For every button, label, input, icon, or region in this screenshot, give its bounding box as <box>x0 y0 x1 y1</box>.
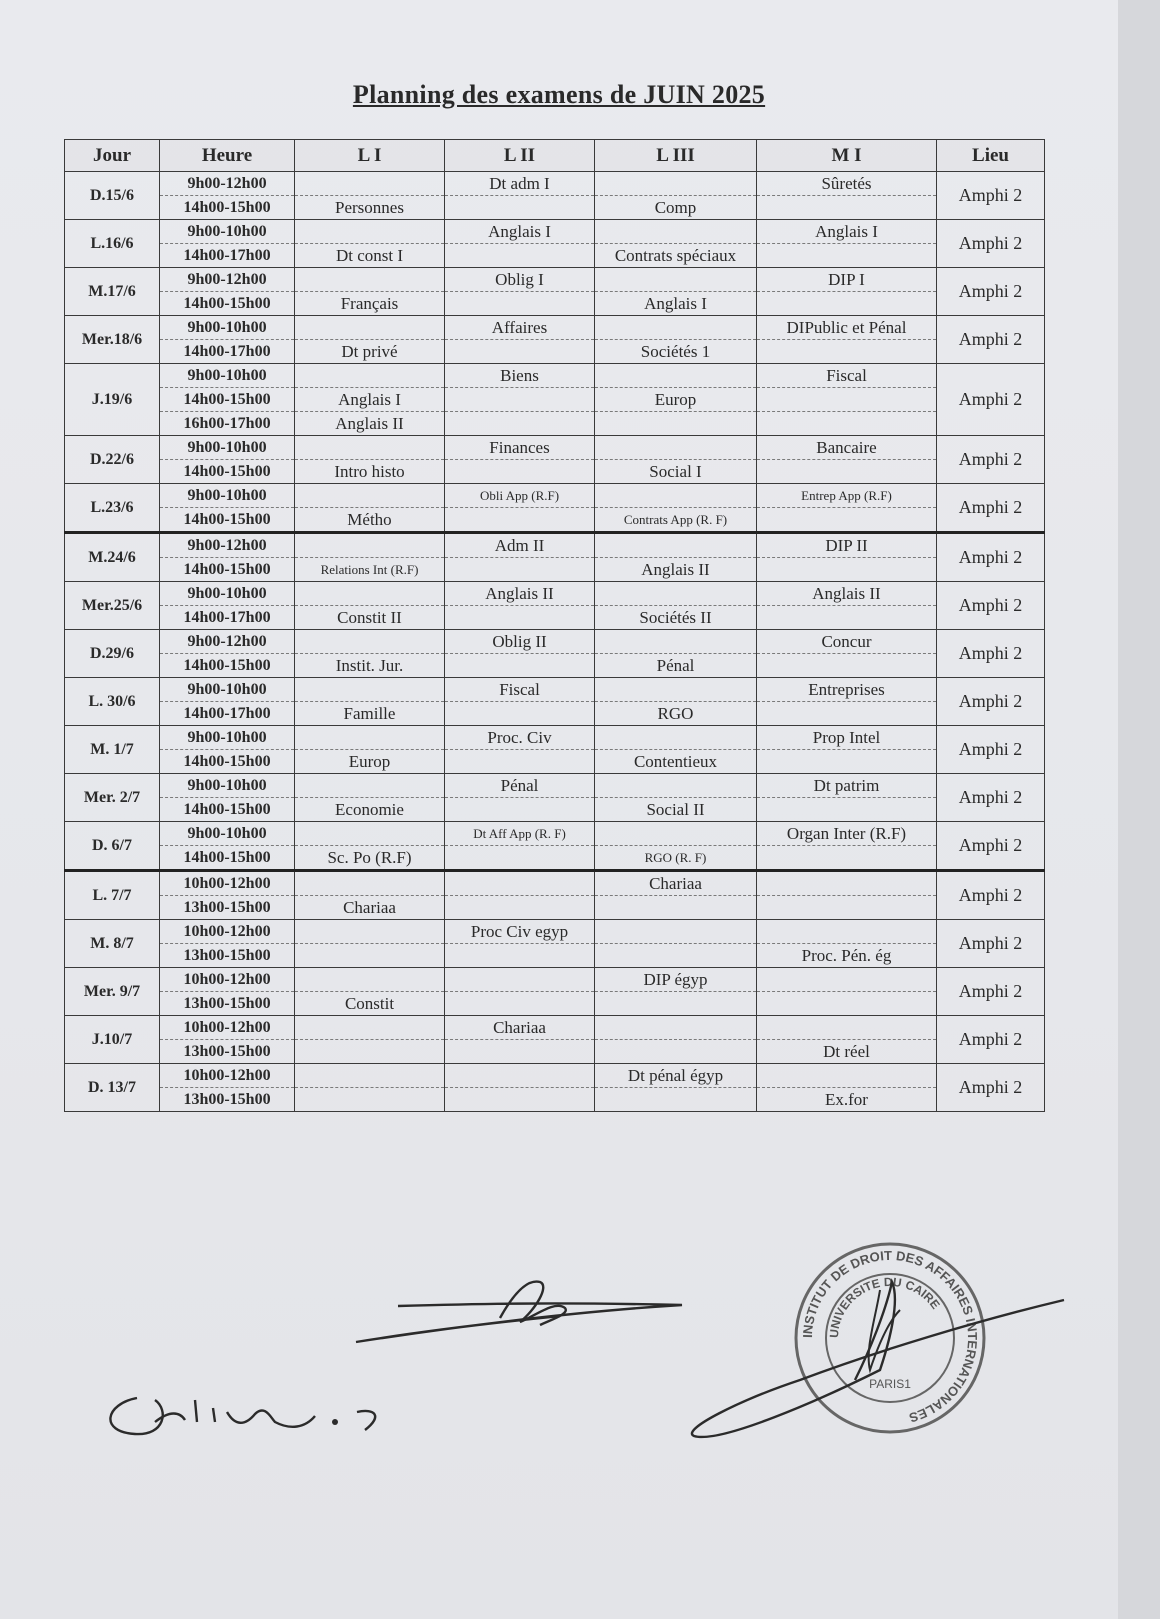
cell-l2 <box>445 196 595 220</box>
cell-l3 <box>595 896 757 920</box>
cell-m1: Fiscal <box>757 364 937 388</box>
cell-l3 <box>595 822 757 846</box>
cell-l1 <box>295 1040 445 1064</box>
table-row <box>65 750 1045 774</box>
header-jour: Jour <box>65 140 160 172</box>
cell-heure: 14h00-17h00 <box>160 702 295 726</box>
cell-lieu: Amphi 2 <box>937 364 1045 436</box>
cell-l3 <box>595 992 757 1016</box>
cell-heure: 10h00-12h00 <box>160 920 295 944</box>
cell-l2 <box>445 1064 595 1088</box>
table-row <box>65 558 1045 582</box>
schedule-body <box>65 172 1045 1112</box>
cell-l1: Français <box>295 292 445 316</box>
cell-l1 <box>295 774 445 798</box>
table-row <box>65 316 1045 340</box>
cell-m1 <box>757 846 937 871</box>
cell-heure: 9h00-10h00 <box>160 220 295 244</box>
cell-l2 <box>445 871 595 896</box>
header-l3: L III <box>595 140 757 172</box>
table-row <box>65 992 1045 1016</box>
cell-l2: Anglais I <box>445 220 595 244</box>
cell-l2 <box>445 846 595 871</box>
stamp-outer-text: INSTITUT DE DROIT DES AFFAIRES INTERNATIONALES <box>799 1247 981 1426</box>
cell-m1: Anglais II <box>757 582 937 606</box>
cell-heure: 10h00-12h00 <box>160 871 295 896</box>
cell-l1: Dt privé <box>295 340 445 364</box>
cell-heure: 9h00-10h00 <box>160 726 295 750</box>
cell-l3: Pénal <box>595 654 757 678</box>
table-row <box>65 846 1045 871</box>
cell-l2: Obli App (R.F) <box>445 484 595 508</box>
cell-jour: L. 7/7 <box>65 871 160 920</box>
cell-m1 <box>757 750 937 774</box>
cell-m1 <box>757 798 937 822</box>
table-row <box>65 822 1045 846</box>
cell-heure: 9h00-12h00 <box>160 268 295 292</box>
cell-heure: 9h00-12h00 <box>160 533 295 558</box>
cell-lieu: Amphi 2 <box>937 968 1045 1016</box>
cell-l1 <box>295 920 445 944</box>
table-row <box>65 920 1045 944</box>
cell-heure: 14h00-15h00 <box>160 558 295 582</box>
cell-l3 <box>595 1016 757 1040</box>
cell-l2: Pénal <box>445 774 595 798</box>
cell-l1 <box>295 871 445 896</box>
cell-heure: 9h00-10h00 <box>160 774 295 798</box>
cell-m1: Proc. Pén. ég <box>757 944 937 968</box>
cell-l1 <box>295 582 445 606</box>
cell-jour: D. 13/7 <box>65 1064 160 1112</box>
cell-jour: M.17/6 <box>65 268 160 316</box>
cell-l2 <box>445 944 595 968</box>
cell-heure: 9h00-10h00 <box>160 678 295 702</box>
cell-m1: Sûretés <box>757 172 937 196</box>
cell-m1 <box>757 654 937 678</box>
cell-l1 <box>295 944 445 968</box>
cell-l3 <box>595 220 757 244</box>
cell-m1 <box>757 196 937 220</box>
cell-m1 <box>757 606 937 630</box>
cell-m1: DIPublic et Pénal <box>757 316 937 340</box>
cell-l3: Anglais I <box>595 292 757 316</box>
cell-heure: 14h00-15h00 <box>160 508 295 533</box>
cell-m1 <box>757 508 937 533</box>
cell-l3 <box>595 484 757 508</box>
signature-handwritten <box>95 1370 405 1450</box>
cell-heure: 14h00-15h00 <box>160 798 295 822</box>
cell-jour: Mer.18/6 <box>65 316 160 364</box>
cell-l1: Anglais I <box>295 388 445 412</box>
cell-l1: Instit. Jur. <box>295 654 445 678</box>
cell-heure: 10h00-12h00 <box>160 968 295 992</box>
header-heure: Heure <box>160 140 295 172</box>
cell-m1 <box>757 340 937 364</box>
header-m1: M I <box>757 140 937 172</box>
cell-jour: Mer. 9/7 <box>65 968 160 1016</box>
exam-schedule-table <box>64 139 1045 1112</box>
header-l1: L I <box>295 140 445 172</box>
cell-l1 <box>295 678 445 702</box>
cell-m1: DIP I <box>757 268 937 292</box>
table-row <box>65 220 1045 244</box>
table-row <box>65 606 1045 630</box>
cell-heure: 9h00-10h00 <box>160 436 295 460</box>
table-row <box>65 896 1045 920</box>
cell-heure: 14h00-17h00 <box>160 340 295 364</box>
cell-m1: Entrep App (R.F) <box>757 484 937 508</box>
cell-m1: DIP II <box>757 533 937 558</box>
cell-m1 <box>757 558 937 582</box>
cell-l2 <box>445 992 595 1016</box>
cell-heure: 9h00-10h00 <box>160 822 295 846</box>
cell-l2 <box>445 606 595 630</box>
cell-l1: Sc. Po (R.F) <box>295 846 445 871</box>
cell-l3 <box>595 630 757 654</box>
cell-lieu: Amphi 2 <box>937 822 1045 871</box>
cell-l3 <box>595 268 757 292</box>
cell-m1 <box>757 871 937 896</box>
cell-heure: 14h00-15h00 <box>160 388 295 412</box>
cell-l2 <box>445 460 595 484</box>
cell-heure: 10h00-12h00 <box>160 1064 295 1088</box>
cell-heure: 9h00-10h00 <box>160 582 295 606</box>
cell-l2 <box>445 1040 595 1064</box>
cell-lieu: Amphi 2 <box>937 220 1045 268</box>
cell-m1: Anglais I <box>757 220 937 244</box>
cell-l2 <box>445 558 595 582</box>
document-title: Planning des examens de JUIN 2025 <box>352 80 766 109</box>
cell-l1 <box>295 484 445 508</box>
cell-lieu: Amphi 2 <box>937 582 1045 630</box>
table-row <box>65 1040 1045 1064</box>
cell-l2: Affaires <box>445 316 595 340</box>
cell-m1 <box>757 920 937 944</box>
cell-m1 <box>757 412 937 436</box>
cell-lieu: Amphi 2 <box>937 920 1045 968</box>
cell-l1: Intro histo <box>295 460 445 484</box>
cell-jour: D.15/6 <box>65 172 160 220</box>
cell-l1 <box>295 172 445 196</box>
cell-l1 <box>295 1088 445 1112</box>
cell-l2 <box>445 798 595 822</box>
table-row <box>65 726 1045 750</box>
cell-l2: Dt Aff App (R. F) <box>445 822 595 846</box>
table-row <box>65 460 1045 484</box>
cell-l3: Contrats spéciaux <box>595 244 757 268</box>
cell-l2: Chariaa <box>445 1016 595 1040</box>
cell-jour: D. 6/7 <box>65 822 160 871</box>
table-row <box>65 702 1045 726</box>
cell-m1: Dt réel <box>757 1040 937 1064</box>
cell-jour: L. 30/6 <box>65 678 160 726</box>
cell-l2 <box>445 340 595 364</box>
cell-jour: J.10/7 <box>65 1016 160 1064</box>
cell-l2 <box>445 388 595 412</box>
table-row <box>65 944 1045 968</box>
cell-l1 <box>295 316 445 340</box>
table-row <box>65 630 1045 654</box>
cell-m1 <box>757 968 937 992</box>
cell-m1: Organ Inter (R.F) <box>757 822 937 846</box>
stamp-inner-text: UNIVERSITE DU CAIRE <box>826 1274 943 1339</box>
cell-jour: Mer. 2/7 <box>65 774 160 822</box>
cell-l3: DIP égyp <box>595 968 757 992</box>
cell-lieu: Amphi 2 <box>937 436 1045 484</box>
cell-m1 <box>757 244 937 268</box>
cell-heure: 9h00-10h00 <box>160 484 295 508</box>
table-row <box>65 1088 1045 1112</box>
cell-heure: 13h00-15h00 <box>160 896 295 920</box>
cell-l1: Métho <box>295 508 445 533</box>
cell-l2: Dt adm I <box>445 172 595 196</box>
cell-l3 <box>595 920 757 944</box>
cell-l1 <box>295 268 445 292</box>
table-row <box>65 340 1045 364</box>
table-row <box>65 436 1045 460</box>
cell-l1 <box>295 1064 445 1088</box>
cell-lieu: Amphi 2 <box>937 630 1045 678</box>
cell-l3 <box>595 1088 757 1112</box>
cell-heure: 14h00-15h00 <box>160 846 295 871</box>
cell-l2 <box>445 292 595 316</box>
cell-l1 <box>295 1016 445 1040</box>
cell-l1: Constit II <box>295 606 445 630</box>
cell-m1: Ex.for <box>757 1088 937 1112</box>
table-row <box>65 582 1045 606</box>
signature-director <box>350 1270 690 1350</box>
cell-heure: 13h00-15h00 <box>160 1040 295 1064</box>
cell-l1 <box>295 220 445 244</box>
cell-lieu: Amphi 2 <box>937 316 1045 364</box>
cell-l3: Dt pénal égyp <box>595 1064 757 1088</box>
cell-l3: RGO (R. F) <box>595 846 757 871</box>
cell-jour: M. 1/7 <box>65 726 160 774</box>
cell-heure: 9h00-10h00 <box>160 316 295 340</box>
table-row <box>65 654 1045 678</box>
cell-m1: Dt patrim <box>757 774 937 798</box>
table-row <box>65 244 1045 268</box>
cell-lieu: Amphi 2 <box>937 484 1045 533</box>
table-row <box>65 798 1045 822</box>
cell-l1 <box>295 436 445 460</box>
cell-heure: 14h00-15h00 <box>160 460 295 484</box>
header-lieu: Lieu <box>937 140 1045 172</box>
cell-lieu: Amphi 2 <box>937 268 1045 316</box>
cell-m1 <box>757 1016 937 1040</box>
cell-heure: 14h00-15h00 <box>160 196 295 220</box>
table-row <box>65 484 1045 508</box>
table-row <box>65 292 1045 316</box>
cell-heure: 14h00-17h00 <box>160 606 295 630</box>
cell-l2: Proc. Civ <box>445 726 595 750</box>
cell-jour: L.16/6 <box>65 220 160 268</box>
cell-l2 <box>445 654 595 678</box>
cell-l1: Personnes <box>295 196 445 220</box>
signature-stamp-overlay <box>680 1260 1080 1450</box>
cell-l1: Relations Int (R.F) <box>295 558 445 582</box>
table-row <box>65 1064 1045 1088</box>
cell-heure: 9h00-12h00 <box>160 172 295 196</box>
cell-lieu: Amphi 2 <box>937 533 1045 582</box>
cell-lieu: Amphi 2 <box>937 774 1045 822</box>
table-row <box>65 172 1045 196</box>
cell-heure: 13h00-15h00 <box>160 1088 295 1112</box>
table-row <box>65 774 1045 798</box>
cell-l3 <box>595 1040 757 1064</box>
cell-l3: Sociétés II <box>595 606 757 630</box>
cell-l3 <box>595 172 757 196</box>
table-row <box>65 533 1045 558</box>
cell-m1 <box>757 992 937 1016</box>
cell-heure: 14h00-17h00 <box>160 244 295 268</box>
cell-l3 <box>595 316 757 340</box>
cell-l1 <box>295 533 445 558</box>
cell-heure: 9h00-10h00 <box>160 364 295 388</box>
cell-lieu: Amphi 2 <box>937 1016 1045 1064</box>
cell-l3 <box>595 726 757 750</box>
cell-l3 <box>595 678 757 702</box>
cell-l2: Oblig II <box>445 630 595 654</box>
cell-jour: Mer.25/6 <box>65 582 160 630</box>
cell-l1: Dt const I <box>295 244 445 268</box>
cell-l1 <box>295 822 445 846</box>
cell-l2: Fiscal <box>445 678 595 702</box>
cell-l3: Comp <box>595 196 757 220</box>
cell-l3 <box>595 774 757 798</box>
cell-l2 <box>445 702 595 726</box>
cell-l1 <box>295 726 445 750</box>
cell-heure: 16h00-17h00 <box>160 412 295 436</box>
cell-heure: 14h00-15h00 <box>160 750 295 774</box>
cell-m1: Concur <box>757 630 937 654</box>
cell-l3: Europ <box>595 388 757 412</box>
cell-m1 <box>757 896 937 920</box>
cell-jour: M. 8/7 <box>65 920 160 968</box>
cell-l3 <box>595 582 757 606</box>
cell-m1: Prop Intel <box>757 726 937 750</box>
table-row <box>65 196 1045 220</box>
cell-l3 <box>595 412 757 436</box>
table-row <box>65 364 1045 388</box>
cell-heure: 14h00-15h00 <box>160 292 295 316</box>
cell-l1: Chariaa <box>295 896 445 920</box>
cell-m1 <box>757 388 937 412</box>
cell-l3: Social I <box>595 460 757 484</box>
table-row <box>65 871 1045 896</box>
table-header-row <box>65 140 1045 172</box>
cell-lieu: Amphi 2 <box>937 172 1045 220</box>
cell-l3: Anglais II <box>595 558 757 582</box>
cell-m1: Entreprises <box>757 678 937 702</box>
table-row <box>65 412 1045 436</box>
cell-m1 <box>757 460 937 484</box>
cell-jour: D.29/6 <box>65 630 160 678</box>
page-edge <box>1118 0 1160 1619</box>
cell-jour: L.23/6 <box>65 484 160 533</box>
cell-l2 <box>445 750 595 774</box>
cell-l3 <box>595 533 757 558</box>
cell-l1 <box>295 630 445 654</box>
cell-l3: Social II <box>595 798 757 822</box>
table-row <box>65 388 1045 412</box>
cell-lieu: Amphi 2 <box>937 1064 1045 1112</box>
cell-l3: Contrats App (R. F) <box>595 508 757 533</box>
cell-l2 <box>445 896 595 920</box>
cell-m1 <box>757 292 937 316</box>
cell-jour: M.24/6 <box>65 533 160 582</box>
table-row <box>65 268 1045 292</box>
cell-l1 <box>295 968 445 992</box>
cell-jour: D.22/6 <box>65 436 160 484</box>
cell-l2 <box>445 412 595 436</box>
cell-l2: Anglais II <box>445 582 595 606</box>
cell-l3 <box>595 364 757 388</box>
cell-l1: Famille <box>295 702 445 726</box>
table-row <box>65 678 1045 702</box>
cell-jour: J.19/6 <box>65 364 160 436</box>
cell-l1 <box>295 364 445 388</box>
cell-l2: Oblig I <box>445 268 595 292</box>
cell-l2 <box>445 508 595 533</box>
cell-l2 <box>445 1088 595 1112</box>
cell-l1: Anglais II <box>295 412 445 436</box>
cell-l3: RGO <box>595 702 757 726</box>
cell-l2: Finances <box>445 436 595 460</box>
cell-l3: Chariaa <box>595 871 757 896</box>
cell-l1: Europ <box>295 750 445 774</box>
cell-m1 <box>757 1064 937 1088</box>
cell-l2: Proc Civ egyp <box>445 920 595 944</box>
header-l2: L II <box>445 140 595 172</box>
cell-lieu: Amphi 2 <box>937 871 1045 920</box>
cell-lieu: Amphi 2 <box>937 726 1045 774</box>
cell-l1: Economie <box>295 798 445 822</box>
cell-l3 <box>595 436 757 460</box>
cell-m1 <box>757 702 937 726</box>
stamp-center-text: PARIS1 <box>869 1377 911 1391</box>
cell-l2: Biens <box>445 364 595 388</box>
cell-lieu: Amphi 2 <box>937 678 1045 726</box>
cell-heure: 13h00-15h00 <box>160 944 295 968</box>
cell-l2 <box>445 968 595 992</box>
cell-l3 <box>595 944 757 968</box>
cell-l3: Contentieux <box>595 750 757 774</box>
table-row <box>65 968 1045 992</box>
cell-l2: Adm II <box>445 533 595 558</box>
cell-heure: 14h00-15h00 <box>160 654 295 678</box>
table-row <box>65 1016 1045 1040</box>
cell-l2 <box>445 244 595 268</box>
cell-heure: 10h00-12h00 <box>160 1016 295 1040</box>
cell-l3: Sociétés 1 <box>595 340 757 364</box>
table-row <box>65 508 1045 533</box>
cell-m1: Bancaire <box>757 436 937 460</box>
cell-l1: Constit <box>295 992 445 1016</box>
cell-heure: 13h00-15h00 <box>160 992 295 1016</box>
cell-heure: 9h00-12h00 <box>160 630 295 654</box>
